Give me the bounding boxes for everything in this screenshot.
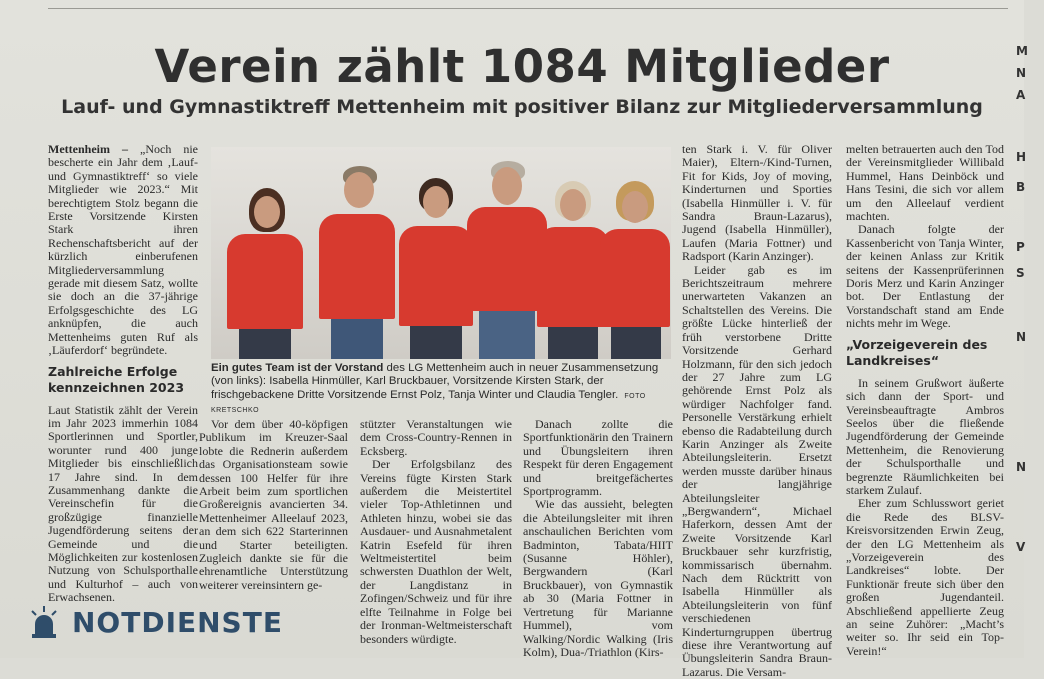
- paragraph-closing: Eher zum Schlusswort geriet die Rede des BLSV-Kreisvorsitzenden Erwin Zeug, der den LG Mettenheim als „Vorzeigeverein des Landkreises“ lobte. Der Funktionär freute sich über den großen Jugendanteil. Abschließend appellierte Zeug an seine Zuhörer: „Macht’s weiter so. Ihr seid ein Top-Verein!“: [846, 496, 1004, 658]
- paragraph-departments-cont: ten Stark i. V. für Oliver Maier), Eltern-/Kind-Turnen, Fit for Kids, Joy of moving, Kinderturnen und Sporties (Isabella Hinmüller i. V. für Sandra Braun-Lazarus), Jugend (Isabella Hinmüller), Laufen (Maria Fottner) und Radsport (Karin Anzinger).: [682, 142, 832, 264]
- paragraph-thanks: Vor dem über 40-köpfigen Publikum im Kreuzer-Saal lobte die Rednerin außerdem das Organisationsteam sowie dessen 100 Helfer für ihre Arbeit beim zum sportlichen Großereignis avancierten 34. Mettenheimer Alleelauf 2023, an dem sich 622 Starterinnen und Starter beteiligten. Zugleich dankte sie für die ehrenamtliche Unterstützung weiterer vereinsintern ge-: [199, 417, 348, 592]
- edge-letter: A: [1016, 88, 1026, 102]
- article-column-4-top: [682, 143, 832, 679]
- edge-letter: V: [1016, 540, 1026, 554]
- adjacent-column-edge: [1004, 40, 1028, 660]
- edge-letter: H: [1016, 150, 1027, 164]
- paragraph-treasurer: Danach folgte der Kassenbericht von Tanja Winter, der keinen Anlass zur Kritik seitens der Kassenprüferinnen Doris Merz und Karin Anzinger bot. Der Entlastung der Vorstandschaft stand am Ende nichts mehr im Wege.: [846, 222, 1004, 331]
- paragraph-departments: Wie das aussieht, belegten die Abteilungsleiter mit ihren anschaulichen Berichten vom Badminton, Tabata/HIIT (Susanne Höhler), Bergwandern (Karl Bruckbauer), von Gymnastik ab 30 (Maria Fottner in Vertretung für Marianne Hummel), vom Walking/Nordic Walking (Iris Kolm), Dua-/Triathlon (Kirs-: [523, 497, 673, 659]
- photo-credit: FOTO KRETSCHKO: [211, 392, 646, 415]
- paragraph-greeting: In seinem Grußwort äußerte sich dann der Sport- und Vereinsbeauftragte Ambros Seelos über die fließende Jugendförderung der Gemeinde Mettenheim, die Renovierung der Schulsporthalle und begrenzte Räumlichkeiten bei starkem Zulauf.: [846, 375, 1004, 497]
- article-column-3: [360, 418, 512, 646]
- notdienste-section-header: [24, 602, 324, 642]
- subheadline: Lauf- und Gymnastiktreff Mettenheim mit positiver Bilanz zur Mitgliederversammlung: [61, 96, 983, 118]
- intertitle-1: [48, 364, 198, 396]
- intertitle-text: „Vorzeigeverein des Landkreises“: [846, 336, 988, 368]
- top-rule: [48, 8, 1008, 9]
- person-figure: [313, 164, 401, 359]
- person-figure: [596, 179, 676, 359]
- edge-letter: N: [1016, 460, 1027, 474]
- edge-letter: N: [1016, 330, 1027, 344]
- photo-caption: [211, 362, 671, 418]
- caption-text: des LG Mettenheim auch in neuer Zusammensetzung (von links): Isabella Hinmüller, Karl Bruckbauer, Vorsitzende Kirsten Stark, der frischgebackene Dritte Vorsitzende Ernst Polz, Tanja Winter und Claudia Tengler.: [211, 362, 659, 401]
- intertitle-2: [846, 337, 1004, 369]
- person-figure: [219, 184, 309, 359]
- siren-icon: [26, 604, 62, 640]
- paragraph-mourning: melten betrauerten auch den Tod der Vereinsmitglieder Willibald Hummel, Hans Deinböck und Hans Tesini, die sich vor allem um den Alleelauf verdient machten.: [846, 142, 1004, 224]
- headline: Verein zählt 1084 Mitglieder: [154, 40, 890, 93]
- paragraph-intro: [48, 143, 198, 358]
- caption-lead: Ein gutes Team ist der Vorstand: [211, 362, 384, 374]
- paragraph-statistics: Laut Statistik zählt der Verein im Jahr 2023 immerhin 1084 Sportlerinnen und Sportler, worunter rund 400 junge Mitglieder bis einschließlich 17 Jahre sind. In dem Zusammenhang dankte die Vereinschefin für die großzügige finanzielle Jugendförderung seitens der Gemeinde und die Möglichkeiten zur kostenlosen Nutzung von Schulsporthalle und Kulturhof – auch von Erwachsenen.: [48, 402, 198, 605]
- paragraph-events: stützter Veranstaltungen wie dem Cross-Country-Rennen in Ecksberg.: [360, 417, 512, 458]
- dateline: Mettenheim –: [48, 142, 128, 156]
- edge-letter: N: [1016, 66, 1027, 80]
- team-photo: [211, 147, 671, 359]
- article-column-4-bottom: [523, 418, 673, 659]
- edge-letter: M: [1016, 44, 1028, 58]
- paragraph-achievements: Der Erfolgsbilanz des Vereins fügte Kirsten Stark außerdem die Meistertitel vieler Top-Athletinnen und Athleten hinzu, wobei sie das Ausdauer- und Ausnahmetalent Katrin Esefeld für ihren Weltmeistertitel beim schwersten Duathlon der Welt, der Langdistanz in Zofingen/Schweiz und für ihre elfte Teilnahme in Folge bei der Ironman-Weltmeisterschaft besonders würdigte.: [360, 457, 512, 646]
- edge-letter: S: [1016, 266, 1025, 280]
- paragraph-vacancies: Leider gab es im Berichtszeitraum mehrere unerwarteten Vakanzen an Schaltstellen des Vereins. Die größte Lücke hinterließ der früh verstorbene Dritte Vorsitzende Gerhard Holzmann, für den sich jedoch der 27 Jahre zum LG gehörende Ernst Polz als würdiger Nachfolger fand. Personelle Verstärkung erhielt ebenso die Radabteilung durch Karin Anzinger als Zweite Abteilungsleiterin. Ersetzt werden musste darüber hinaus der langjährige Abteilungsleiter „Bergwandern“, Michael Haferkorn, dessen Amt der Zweite Vorsitzende Karl Bruckbauer sehr kurzfristig, kommissarisch übernahm. Nach dem Rücktritt von Isabella Hinmüller als Abteilungsleiterin von fünf verschiedenen Kinderturngruppen übertrug diese ihre Verantwortung auf Übungsleiterin Sandra Braun-Lazarus. Die Versam-: [682, 262, 832, 679]
- intro-text: „Noch nie bescherte ein Jahr dem ‚Lauf- und Gymnastiktreff‘ so viele Mitglieder wie 2023.“ Mit berechtigtem Stolz begann die Erste Vorsitzende Kirsten Stark ihren Rechenschaftsbericht auf der kürzlich einberufenen Mitgliederversammlung gerade mit diesem Satz, wollte sie doch an die 37-jährige Erfolgsgeschichte des LG anknüpfen, die auch Mettenheims guten Ruf als ‚Läuferdorf‘ begründete.: [48, 142, 199, 358]
- article-column-6: [846, 143, 1004, 658]
- notdienste-title: NOTDIENSTE: [72, 606, 283, 639]
- article-column-2: [199, 418, 348, 592]
- intertitle-text: Zahlreiche Erfolge kennzeichnen 2023: [48, 363, 185, 395]
- article-column-1: [48, 143, 198, 605]
- edge-letter: P: [1016, 240, 1025, 254]
- paragraph-trainers: Danach zollte die Sportfunktionärin den Trainern und Übungsleitern ihren Respekt für deren Engagement und breitgefächertes Sportprogramm.: [523, 417, 673, 499]
- edge-letter: B: [1016, 180, 1026, 194]
